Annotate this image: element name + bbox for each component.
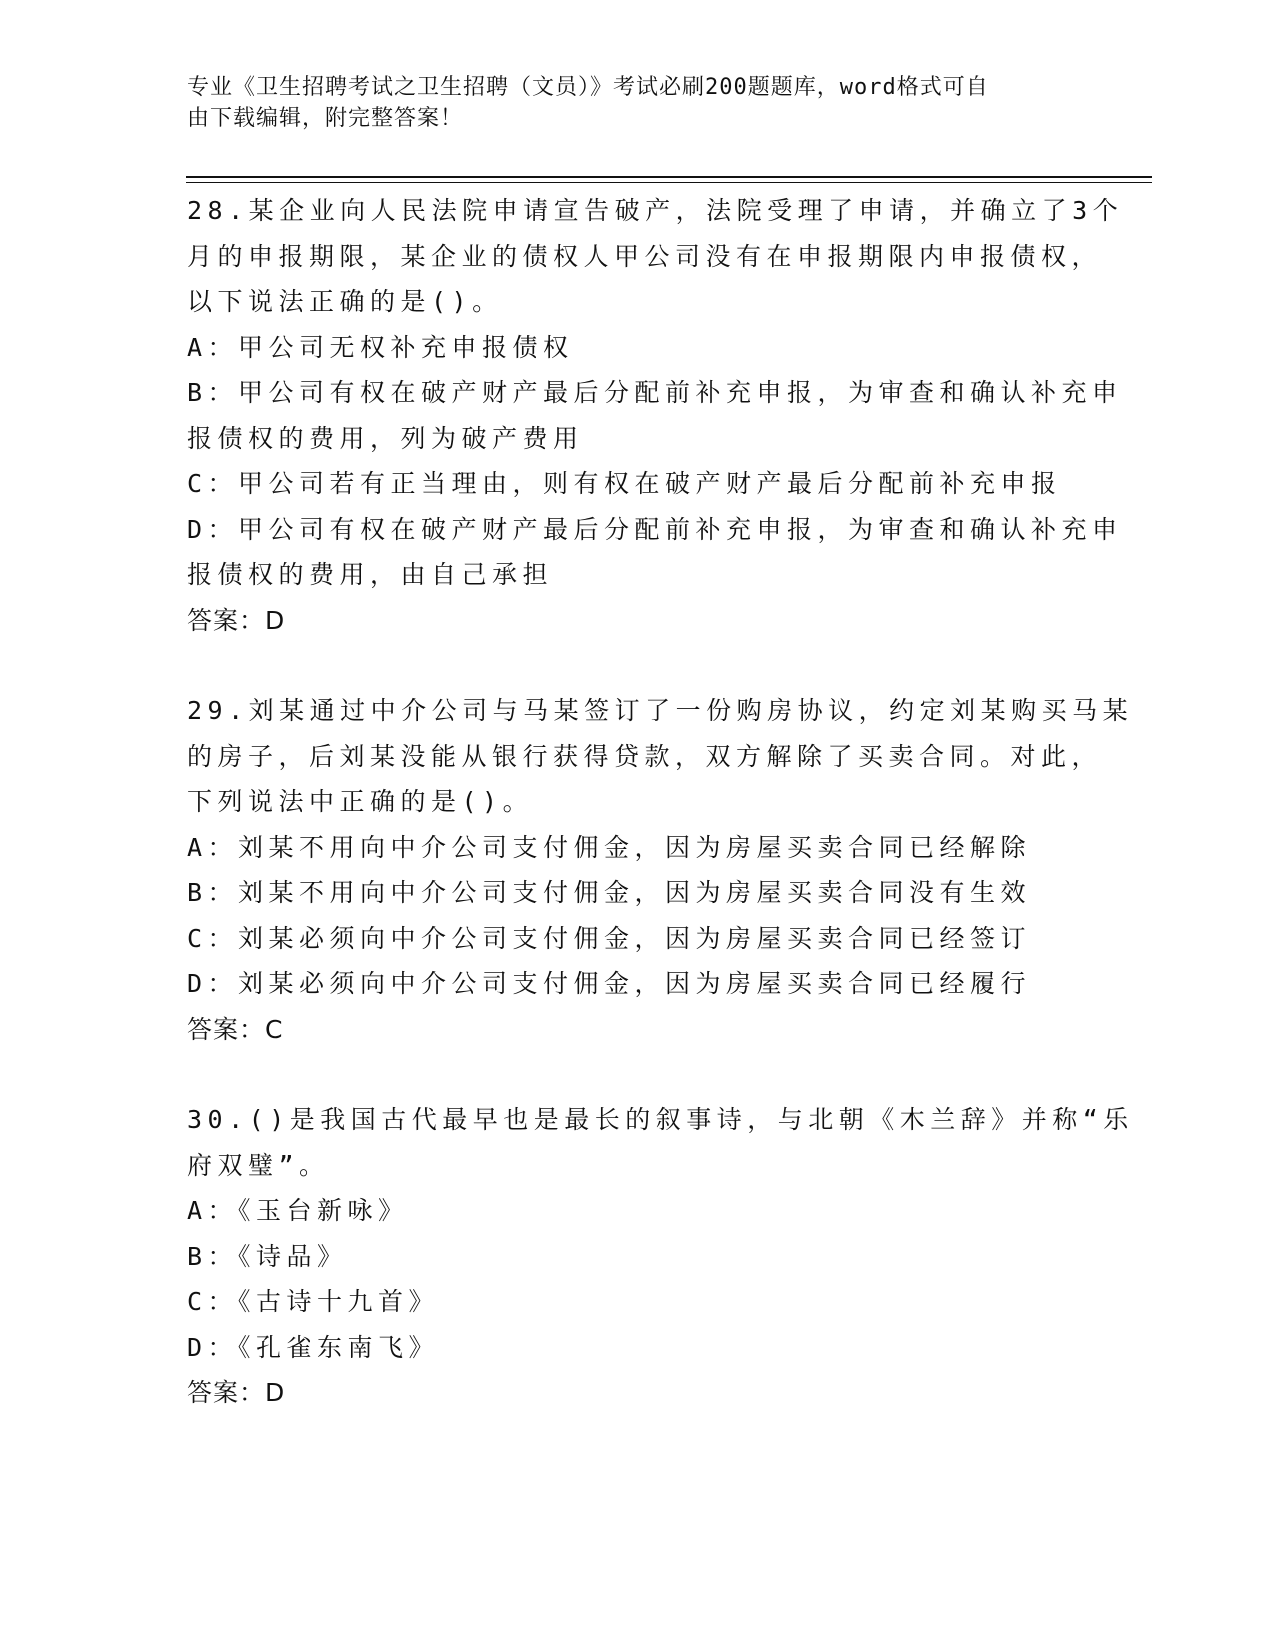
question-30	[187, 1097, 1134, 1416]
question-28-stem-line-1: 28.某企业向人民法院申请宣告破产，法院受理了申请，并确立了3个	[187, 196, 1124, 225]
question-30-option-d: D：《孔雀东南飞》	[187, 1332, 440, 1362]
question-29-stem-line-3: 下列说法中正确的是()。	[187, 787, 534, 816]
question-29-stem-line-2: 的房子，后刘某没能从银行获得贷款，双方解除了买卖合同。对此，	[187, 741, 1103, 771]
question-30-stem-line-2: 府双璧”。	[187, 1150, 330, 1180]
header-divider-thick	[186, 176, 1152, 178]
header-divider-thin	[186, 182, 1152, 183]
question-29-option-a: A：刘某不用向中介公司支付佣金，因为房屋买卖合同已经解除	[187, 832, 1032, 862]
question-28-option-c: C：甲公司若有正当理由，则有权在破产财产最后分配前补充申报	[187, 469, 1062, 498]
question-30-option-b: B：《诗品》	[187, 1241, 348, 1271]
header-line-1: 专业《卫生招聘考试之卫生招聘（文员）》考试必刷200题题库，word格式可自	[187, 75, 989, 100]
question-29	[187, 688, 1134, 1052]
question-28-option-b-line-1: B：甲公司有权在破产财产最后分配前补充申报，为审查和确认补充申	[187, 378, 1123, 407]
question-30-option-c: C：《古诗十九首》	[187, 1287, 440, 1316]
question-30-answer: 答案：D	[187, 1378, 286, 1407]
document-header	[187, 72, 1067, 134]
question-29-option-b: B：刘某不用向中介公司支付佣金，因为房屋买卖合同没有生效	[187, 878, 1032, 907]
question-list	[187, 188, 1134, 1461]
question-28-stem-line-3: 以下说法正确的是()。	[187, 287, 503, 316]
question-29-option-c: C：刘某必须向中介公司支付佣金，因为房屋买卖合同已经签订	[187, 923, 1032, 953]
question-28-stem-line-2: 月的申报期限，某企业的债权人甲公司没有在申报期限内申报债权，	[187, 241, 1103, 271]
question-29-option-d: D：刘某必须向中介公司支付佣金，因为房屋买卖合同已经履行	[187, 969, 1032, 998]
question-28-option-b-line-2: 报债权的费用，列为破产费用	[187, 423, 584, 453]
question-28-option-d-line-1: D：甲公司有权在破产财产最后分配前补充申报，为审查和确认补充申	[187, 514, 1123, 544]
question-28	[187, 188, 1124, 643]
question-28-option-d-line-2: 报债权的费用，由自己承担	[187, 560, 554, 589]
question-29-stem-line-1: 29.刘某通过中介公司与马某签订了一份购房协议，约定刘某购买马某	[187, 696, 1134, 725]
question-29-answer: 答案：C	[187, 1014, 284, 1044]
header-line-2: 由下载编辑，附完整答案！	[187, 106, 464, 131]
question-30-option-a: A：《玉台新咏》	[187, 1196, 409, 1225]
question-28-option-a: A：甲公司无权补充申报债权	[187, 332, 574, 362]
question-28-answer: 答案：D	[187, 605, 286, 635]
question-30-stem-line-1: 30.()是我国古代最早也是最长的叙事诗，与北朝《木兰辞》并称“乐	[187, 1105, 1134, 1134]
